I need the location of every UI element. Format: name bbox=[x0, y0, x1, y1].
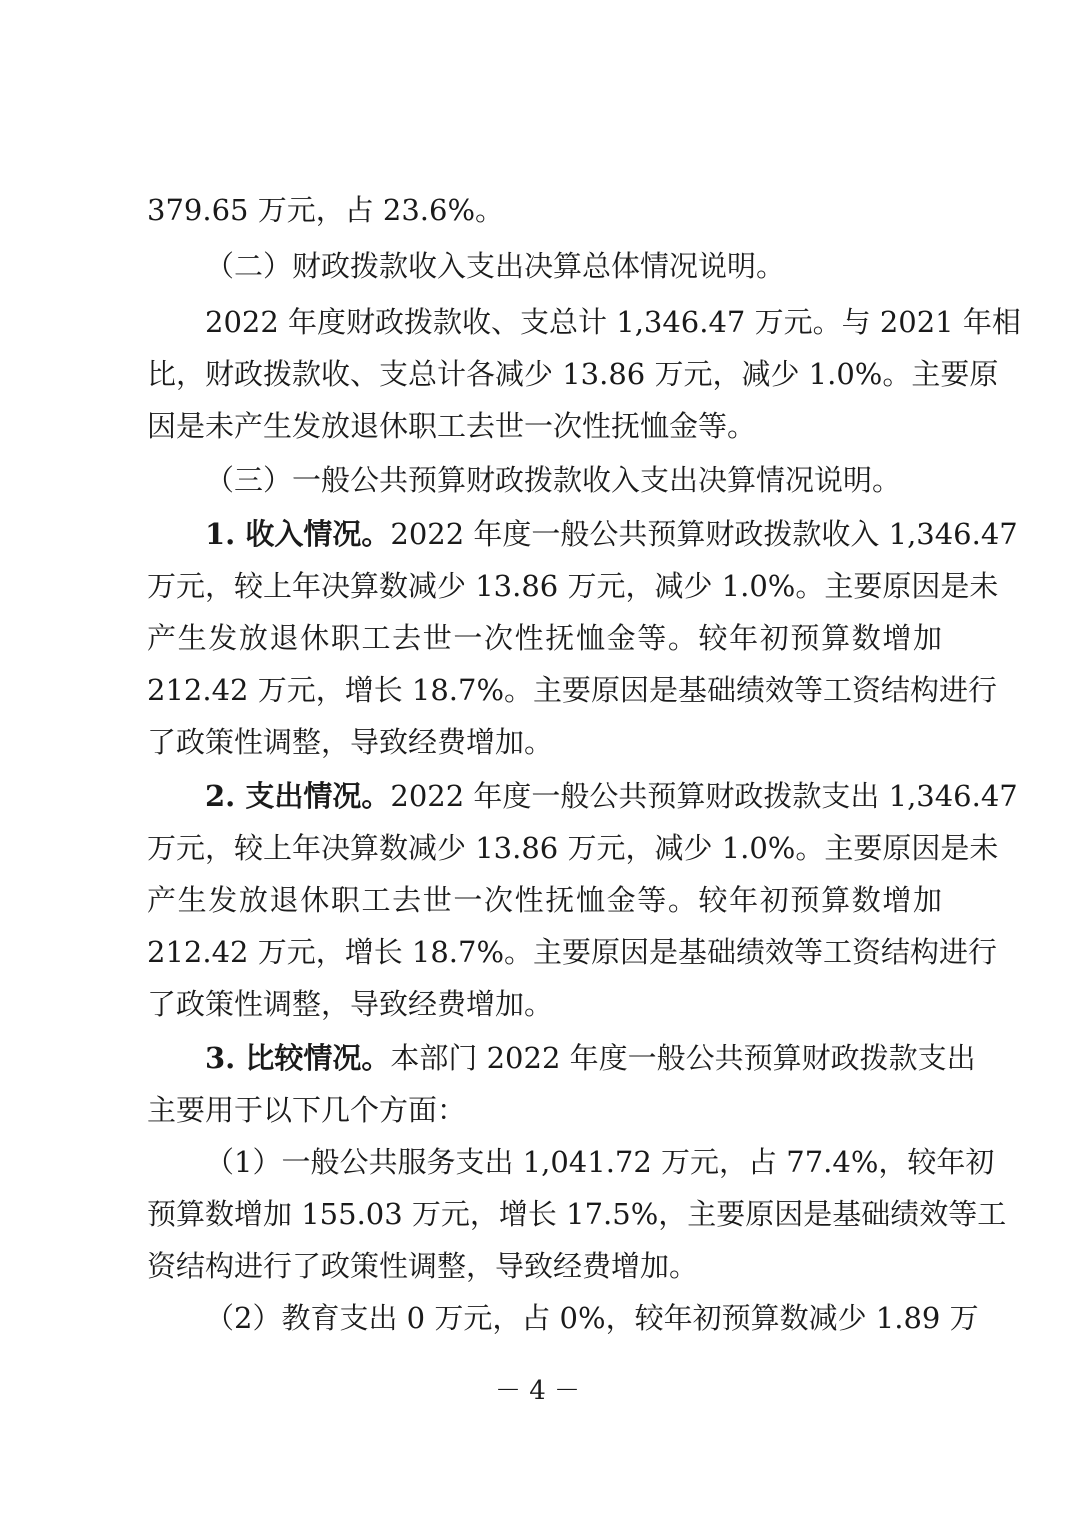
text-line: 212.42 万元，增长 18.7%。主要原因是基础绩效等工资结构进行 bbox=[147, 935, 998, 969]
text-line: 了政策性调整，导致经费增加。 bbox=[147, 725, 554, 759]
page-number: － 4 － bbox=[494, 1376, 581, 1406]
text-line: （1）一般公共服务支出 1,041.72 万元，占 77.4%，较年初 bbox=[205, 1145, 995, 1179]
item-label: 1. 收入情况。 bbox=[205, 517, 391, 551]
section-heading-3: （三）一般公共预算财政拨款收入支出决算情况说明。 bbox=[205, 463, 902, 497]
section-heading-2: （二）财政拨款收入支出决算总体情况说明。 bbox=[205, 249, 786, 283]
text-line: 资结构进行了政策性调整，导致经费增加。 bbox=[147, 1249, 699, 1283]
text-line: 产生发放退休职工去世一次性抚恤金等。较年初预算数增加 bbox=[147, 621, 942, 655]
text-line: 了政策性调整，导致经费增加。 bbox=[147, 987, 554, 1021]
item-text: 本部门 2022 年度一般公共预算财政拨款支出 bbox=[390, 1041, 976, 1075]
item-label: 3. 比较情况。 bbox=[205, 1041, 391, 1075]
text-line: 212.42 万元，增长 18.7%。主要原因是基础绩效等工资结构进行 bbox=[147, 673, 998, 707]
item-label: 2. 支出情况。 bbox=[205, 779, 391, 813]
text-line: 万元，较上年决算数减少 13.86 万元，减少 1.0%。主要原因是未 bbox=[147, 831, 999, 865]
text-line: 主要用于以下几个方面： bbox=[147, 1093, 467, 1127]
text-line: 预算数增加 155.03 万元，增长 17.5%，主要原因是基础绩效等工 bbox=[147, 1197, 1007, 1231]
text-line bbox=[205, 1036, 976, 1080]
text-line: 2022 年度财政拨款收、支总计 1,346.47 万元。与 2021 年相 bbox=[205, 305, 1021, 339]
text-line: 379.65 万元，占 23.6%。 bbox=[147, 193, 505, 227]
text-line bbox=[205, 774, 1018, 818]
text-line: 万元，较上年决算数减少 13.86 万元，减少 1.0%。主要原因是未 bbox=[147, 569, 999, 603]
item-text: 2022 年度一般公共预算财政拨款收入 1,346.47 bbox=[390, 517, 1018, 551]
text-line: （2）教育支出 0 万元，占 0%，较年初预算数减少 1.89 万 bbox=[205, 1301, 979, 1335]
text-line: 比，财政拨款收、支总计各减少 13.86 万元，减少 1.0%。主要原 bbox=[147, 357, 999, 391]
item-text: 2022 年度一般公共预算财政拨款支出 1,346.47 bbox=[390, 779, 1018, 813]
text-line: 因是未产生发放退休职工去世一次性抚恤金等。 bbox=[147, 409, 757, 443]
text-line: 产生发放退休职工去世一次性抚恤金等。较年初预算数增加 bbox=[147, 883, 942, 917]
text-line bbox=[205, 512, 1018, 556]
